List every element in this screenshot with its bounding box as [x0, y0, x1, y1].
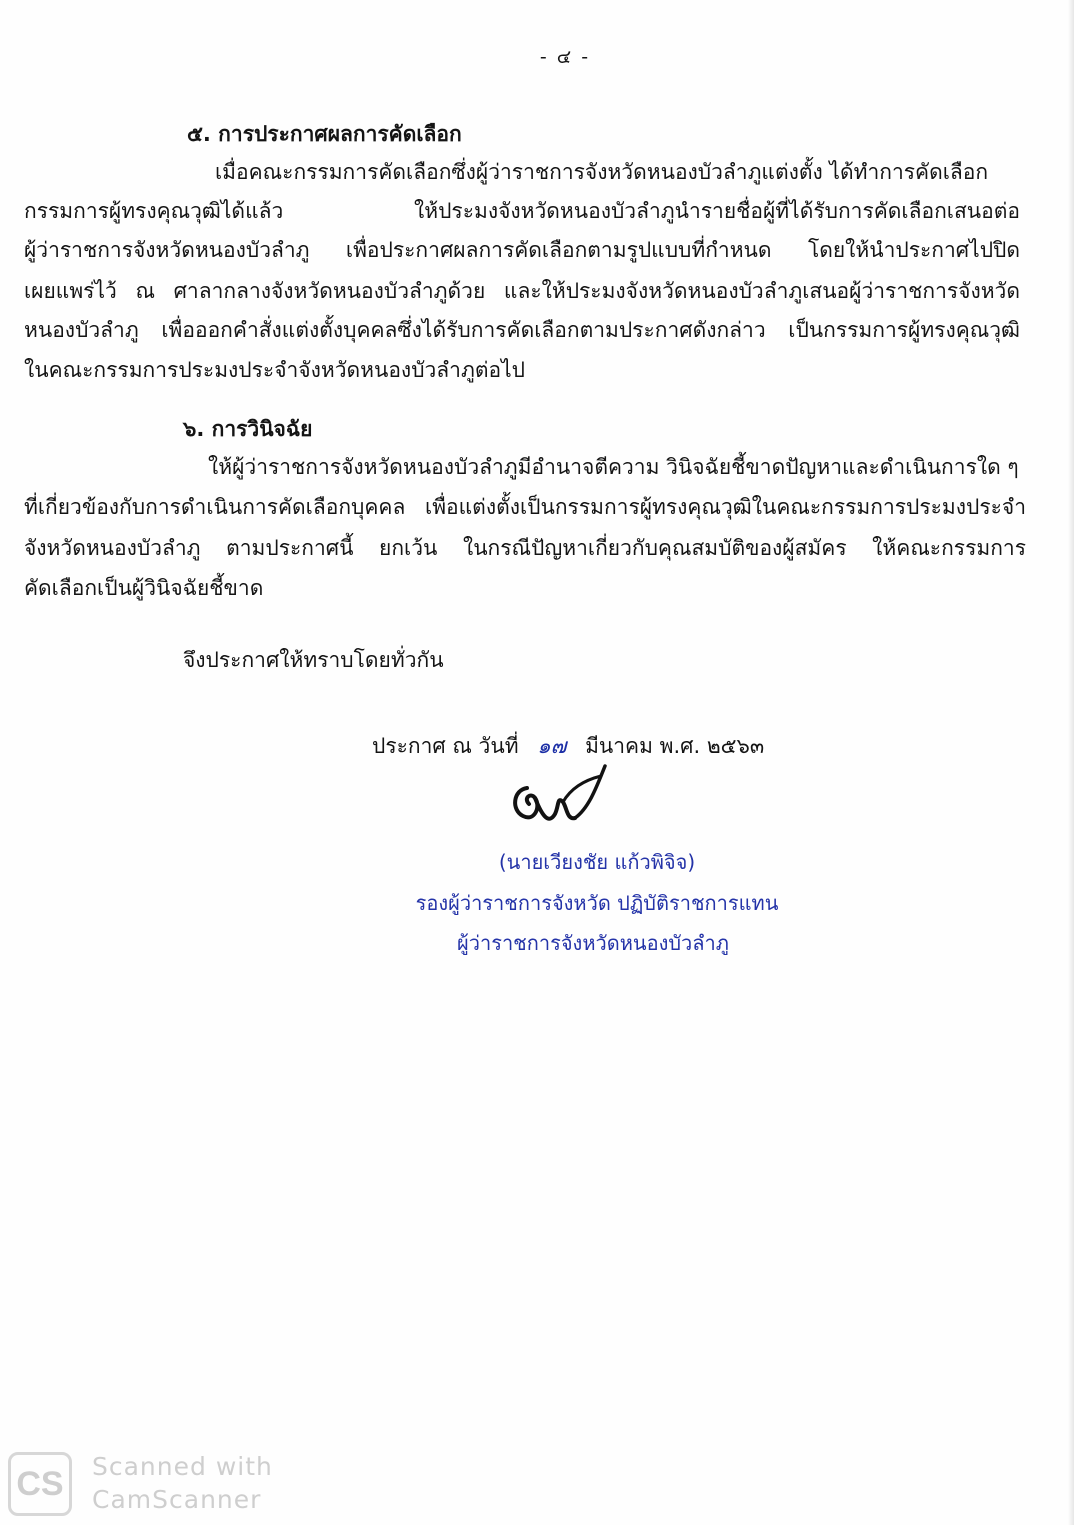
- page-edge-shadow: [1068, 0, 1074, 1525]
- section-5-line-5: หนองบัวลำภู เพื่อออกคำสั่งแต่งตั้งบุคคลซึ่งได้รับการคัดเลือกตามประกาศดังกล่าว เป็นกรรมการผู้ทรงคุณวุฒิ: [24, 318, 1020, 342]
- section-5-line-4: เผยแพร่ไว้ ณ ศาลากลางจังหวัดหนองบัวลำภูด้วย และให้ประมงจังหวัดหนองบัวลำภูเสนอผู้ว่าราชการจังหวัด: [24, 279, 1020, 303]
- signer-position-1: รองผู้ว่าราชการจังหวัด ปฏิบัติราชการแทน: [415, 891, 779, 915]
- closing-statement: จึงประกาศให้ทราบโดยทั่วกัน: [183, 648, 444, 672]
- handwritten-signature: [505, 758, 615, 838]
- camscanner-text: [92, 1450, 273, 1516]
- section-5-heading: ๕. การประกาศผลการคัดเลือก: [187, 122, 462, 146]
- section-5-line-1: เมื่อคณะกรรมการคัดเลือกซึ่งผู้ว่าราชการจังหวัดหนองบัวลำภูแต่งตั้ง ได้ทำการคัดเลือก: [215, 160, 989, 184]
- section-5-line-3: ผู้ว่าราชการจังหวัดหนองบัวลำภู เพื่อประกาศผลการคัดเลือกตามรูปแบบที่กำหนด โดยให้นำประกาศไปปิด: [24, 238, 1020, 262]
- section-5-line-6: ในคณะกรรมการประมงประจำจังหวัดหนองบัวลำภูต่อไป: [24, 358, 525, 382]
- handwritten-day: ๑๗: [537, 734, 567, 758]
- section-6-heading: ๖. การวินิจฉัย: [183, 417, 313, 441]
- page-number: - ๔ -: [539, 46, 591, 68]
- camscanner-watermark: [8, 1448, 288, 1518]
- camscanner-logo-icon: CS: [8, 1452, 72, 1516]
- camscanner-line-1: Scanned with: [92, 1452, 273, 1481]
- section-5-line-2: กรรมการผู้ทรงคุณวุฒิได้แล้ว ให้ประมงจังหวัดหนองบัวลำภูนำรายชื่อผู้ที่ได้รับการคัดเลือกเสนอต่อ: [24, 199, 1020, 223]
- section-6-line-1: ให้ผู้ว่าราชการจังหวัดหนองบัวลำภูมีอำนาจตีความ วินิจฉัยชี้ขาดปัญหาและดำเนินการใด ๆ: [208, 455, 1019, 479]
- section-6-line-4: คัดเลือกเป็นผู้วินิจฉัยชี้ขาด: [24, 576, 264, 600]
- date-prefix: ประกาศ ณ วันที่: [372, 734, 519, 758]
- section-6-line-3: จังหวัดหนองบัวลำภู ตามประกาศนี้ ยกเว้น ในกรณีปัญหาเกี่ยวกับคุณสมบัติของผู้สมัคร ให้คณะกรรมการ: [24, 536, 1026, 560]
- section-6-line-2: ที่เกี่ยวข้องกับการดำเนินการคัดเลือกบุคคล เพื่อแต่งตั้งเป็นกรรมการผู้ทรงคุณวุฒิในคณะกรรมการประมงประจำ: [24, 495, 1026, 519]
- signer-position-2: ผู้ว่าราชการจังหวัดหนองบัวลำภู: [457, 931, 729, 955]
- camscanner-line-2: CamScanner: [92, 1485, 262, 1514]
- date-suffix: มีนาคม พ.ศ. ๒๕๖๓: [585, 734, 765, 758]
- signer-name: (นายเวียงชัย แก้วพิจิจ): [498, 850, 696, 874]
